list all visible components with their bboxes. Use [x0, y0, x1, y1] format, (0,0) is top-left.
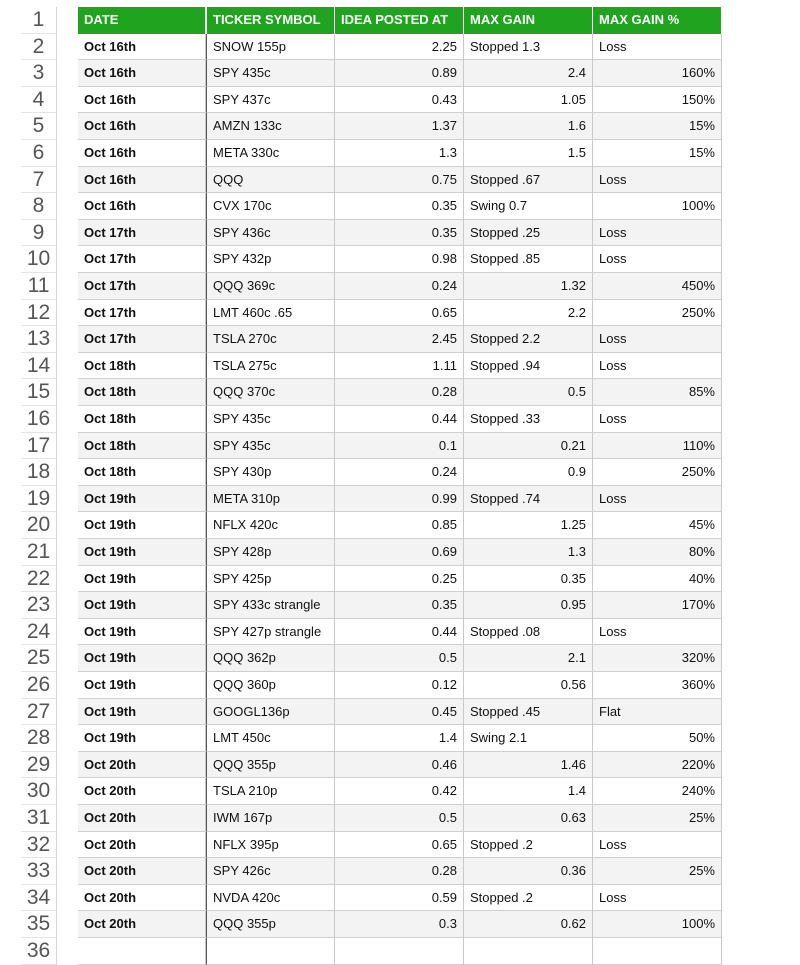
table-row: [0, 273, 800, 300]
cell-ticker[interactable]: AMZN 133c: [206, 113, 335, 140]
cell-max-gain[interactable]: 0.9: [464, 459, 593, 486]
cell-max-gain[interactable]: Stopped 2.2: [464, 326, 593, 353]
cell-date[interactable]: Oct 17th: [78, 273, 206, 300]
table-row: [0, 406, 800, 433]
cell-max-gain[interactable]: Swing 2.1: [464, 725, 593, 752]
header-idea-posted-at[interactable]: IDEA POSTED AT: [335, 7, 464, 34]
table-row: [0, 34, 800, 61]
cell-ticker[interactable]: QQQ 355p: [206, 752, 335, 779]
table-row: [0, 87, 800, 114]
cell-idea-posted-at[interactable]: 0.45: [335, 699, 464, 726]
cell-date[interactable]: Oct 16th: [78, 193, 206, 220]
cell-max-gain-pct[interactable]: 40%: [593, 566, 722, 593]
cell-max-gain[interactable]: Stopped .25: [464, 220, 593, 247]
row-number[interactable]: 12: [21, 300, 57, 327]
cell-idea-posted-at[interactable]: 0.5: [335, 805, 464, 832]
cell-idea-posted-at[interactable]: 0.12: [335, 672, 464, 699]
cell-ticker[interactable]: NFLX 420c: [206, 512, 335, 539]
cell-max-gain[interactable]: 0.5: [464, 379, 593, 406]
cell-date[interactable]: Oct 19th: [78, 699, 206, 726]
cell-max-gain-pct[interactable]: Loss: [593, 326, 722, 353]
row-number[interactable]: 16: [21, 406, 57, 433]
table-row: [0, 353, 800, 380]
cell-idea-posted-at[interactable]: [335, 938, 464, 965]
cell-date[interactable]: [78, 938, 206, 965]
cell-max-gain-pct[interactable]: 250%: [593, 459, 722, 486]
cell-date[interactable]: Oct 16th: [78, 87, 206, 114]
cell-ticker[interactable]: META 330c: [206, 140, 335, 167]
cell-max-gain[interactable]: Stopped .94: [464, 353, 593, 380]
cell-idea-posted-at[interactable]: 0.28: [335, 858, 464, 885]
cell-max-gain-pct[interactable]: Loss: [593, 34, 722, 61]
cell-max-gain[interactable]: Swing 0.7: [464, 193, 593, 220]
cell-idea-posted-at[interactable]: 0.24: [335, 273, 464, 300]
cell-max-gain-pct[interactable]: Loss: [593, 246, 722, 273]
cell-max-gain-pct[interactable]: [593, 938, 722, 965]
cell-idea-posted-at[interactable]: 0.44: [335, 619, 464, 646]
cell-idea-posted-at[interactable]: 1.3: [335, 140, 464, 167]
cell-max-gain-pct[interactable]: 250%: [593, 300, 722, 327]
cell-date[interactable]: Oct 18th: [78, 406, 206, 433]
row-number[interactable]: 9: [21, 220, 57, 247]
cell-date[interactable]: Oct 19th: [78, 592, 206, 619]
cell-date[interactable]: Oct 18th: [78, 379, 206, 406]
cell-date[interactable]: Oct 20th: [78, 858, 206, 885]
cell-ticker[interactable]: LMT 460c .65: [206, 300, 335, 327]
cell-idea-posted-at[interactable]: 1.37: [335, 113, 464, 140]
cell-date[interactable]: Oct 18th: [78, 353, 206, 380]
cell-max-gain[interactable]: Stopped 1.3: [464, 34, 593, 61]
cell-max-gain[interactable]: 1.32: [464, 273, 593, 300]
cell-max-gain[interactable]: 1.3: [464, 539, 593, 566]
cell-max-gain[interactable]: 2.2: [464, 300, 593, 327]
row-number[interactable]: 8: [21, 193, 57, 220]
cell-date[interactable]: Oct 20th: [78, 752, 206, 779]
header-max-gain[interactable]: MAX GAIN: [464, 7, 593, 34]
table-row: [0, 619, 800, 646]
row-number[interactable]: 18: [21, 459, 57, 486]
header-row: [0, 7, 800, 34]
cell-date[interactable]: Oct 19th: [78, 725, 206, 752]
row-number[interactable]: 1: [21, 7, 57, 34]
cell-idea-posted-at[interactable]: 2.25: [335, 34, 464, 61]
cell-ticker[interactable]: SPY 426c: [206, 858, 335, 885]
cell-idea-posted-at[interactable]: 0.35: [335, 193, 464, 220]
cell-max-gain[interactable]: 0.63: [464, 805, 593, 832]
cell-date[interactable]: Oct 20th: [78, 911, 206, 938]
cell-max-gain-pct[interactable]: 160%: [593, 60, 722, 87]
cell-date[interactable]: Oct 17th: [78, 246, 206, 273]
table-row: [0, 645, 800, 672]
cell-max-gain-pct[interactable]: 50%: [593, 725, 722, 752]
table-row: [0, 752, 800, 779]
cell-max-gain[interactable]: 0.21: [464, 433, 593, 460]
cell-idea-posted-at[interactable]: 1.11: [335, 353, 464, 380]
cell-ticker[interactable]: SPY 433c strangle: [206, 592, 335, 619]
cell-ticker[interactable]: SPY 428p: [206, 539, 335, 566]
row-number[interactable]: 35: [21, 911, 57, 938]
table-row: [0, 113, 800, 140]
cell-ticker[interactable]: TSLA 270c: [206, 326, 335, 353]
row-number[interactable]: 6: [21, 140, 57, 167]
table-row: [0, 246, 800, 273]
cell-max-gain[interactable]: 1.4: [464, 778, 593, 805]
cell-date[interactable]: Oct 19th: [78, 672, 206, 699]
cell-max-gain-pct[interactable]: Loss: [593, 220, 722, 247]
table-row: [0, 672, 800, 699]
cell-max-gain[interactable]: 0.95: [464, 592, 593, 619]
cell-ticker[interactable]: SPY 437c: [206, 87, 335, 114]
row-number[interactable]: 29: [21, 752, 57, 779]
row-number[interactable]: 7: [21, 167, 57, 194]
cell-date[interactable]: Oct 19th: [78, 512, 206, 539]
cell-idea-posted-at[interactable]: 0.69: [335, 539, 464, 566]
cell-ticker[interactable]: QQQ: [206, 167, 335, 194]
cell-max-gain-pct[interactable]: 320%: [593, 645, 722, 672]
cell-max-gain[interactable]: 1.5: [464, 140, 593, 167]
cell-idea-posted-at[interactable]: 0.28: [335, 379, 464, 406]
table-row: [0, 539, 800, 566]
cell-idea-posted-at[interactable]: 0.85: [335, 512, 464, 539]
row-number[interactable]: 31: [21, 805, 57, 832]
row-number[interactable]: 30: [21, 778, 57, 805]
cell-date[interactable]: Oct 17th: [78, 326, 206, 353]
cell-date[interactable]: Oct 16th: [78, 60, 206, 87]
cell-max-gain[interactable]: Stopped .08: [464, 619, 593, 646]
row-number[interactable]: 25: [21, 645, 57, 672]
cell-ticker[interactable]: QQQ 369c: [206, 273, 335, 300]
cell-max-gain-pct[interactable]: 85%: [593, 379, 722, 406]
cell-max-gain[interactable]: 0.35: [464, 566, 593, 593]
row-number[interactable]: 15: [21, 379, 57, 406]
cell-max-gain-pct[interactable]: 15%: [593, 140, 722, 167]
cell-date[interactable]: Oct 17th: [78, 220, 206, 247]
row-number[interactable]: 20: [21, 512, 57, 539]
cell-max-gain[interactable]: Stopped .85: [464, 246, 593, 273]
cell-ticker[interactable]: SPY 435c: [206, 60, 335, 87]
cell-idea-posted-at[interactable]: 0.43: [335, 87, 464, 114]
row-number[interactable]: 28: [21, 725, 57, 752]
row-number[interactable]: 5: [21, 113, 57, 140]
table-row: [0, 805, 800, 832]
cell-date[interactable]: Oct 16th: [78, 140, 206, 167]
cell-max-gain[interactable]: Stopped .67: [464, 167, 593, 194]
cell-max-gain-pct[interactable]: 100%: [593, 911, 722, 938]
row-number[interactable]: 27: [21, 699, 57, 726]
table-row: [0, 220, 800, 247]
cell-date[interactable]: Oct 19th: [78, 539, 206, 566]
cell-max-gain-pct[interactable]: 360%: [593, 672, 722, 699]
cell-date[interactable]: Oct 20th: [78, 885, 206, 912]
cell-date[interactable]: Oct 16th: [78, 167, 206, 194]
cell-max-gain[interactable]: 1.6: [464, 113, 593, 140]
table-row: [0, 60, 800, 87]
row-number[interactable]: 21: [21, 539, 57, 566]
cell-max-gain-pct[interactable]: 80%: [593, 539, 722, 566]
header-date[interactable]: DATE: [78, 7, 206, 34]
cell-max-gain-pct[interactable]: Loss: [593, 619, 722, 646]
cell-max-gain[interactable]: Stopped .45: [464, 699, 593, 726]
cell-max-gain-pct[interactable]: 25%: [593, 858, 722, 885]
row-number[interactable]: 34: [21, 885, 57, 912]
cell-max-gain[interactable]: [464, 938, 593, 965]
table-row: [0, 592, 800, 619]
header-ticker-symbol[interactable]: TICKER SYMBOL: [206, 7, 335, 34]
row-number[interactable]: 24: [21, 619, 57, 646]
cell-date[interactable]: Oct 20th: [78, 805, 206, 832]
cell-ticker[interactable]: META 310p: [206, 486, 335, 513]
cell-ticker[interactable]: QQQ 370c: [206, 379, 335, 406]
row-number[interactable]: 26: [21, 672, 57, 699]
cell-date[interactable]: Oct 20th: [78, 832, 206, 859]
cell-max-gain[interactable]: 2.4: [464, 60, 593, 87]
cell-date[interactable]: Oct 17th: [78, 300, 206, 327]
table-row: [0, 832, 800, 859]
cell-max-gain[interactable]: Stopped .74: [464, 486, 593, 513]
cell-max-gain-pct[interactable]: 170%: [593, 592, 722, 619]
cell-date[interactable]: Oct 18th: [78, 459, 206, 486]
cell-date[interactable]: Oct 20th: [78, 778, 206, 805]
cell-max-gain-pct[interactable]: Loss: [593, 832, 722, 859]
cell-max-gain-pct[interactable]: 110%: [593, 433, 722, 460]
row-number[interactable]: 22: [21, 566, 57, 593]
cell-idea-posted-at[interactable]: 0.1: [335, 433, 464, 460]
cell-ticker[interactable]: IWM 167p: [206, 805, 335, 832]
row-number[interactable]: 36: [21, 938, 57, 965]
cell-idea-posted-at[interactable]: 0.89: [335, 60, 464, 87]
cell-max-gain[interactable]: 0.36: [464, 858, 593, 885]
cell-ticker[interactable]: CVX 170c: [206, 193, 335, 220]
table-row: [0, 459, 800, 486]
cell-idea-posted-at[interactable]: 0.99: [335, 486, 464, 513]
cell-idea-posted-at[interactable]: 0.35: [335, 592, 464, 619]
cell-ticker[interactable]: QQQ 360p: [206, 672, 335, 699]
cell-max-gain[interactable]: 1.05: [464, 87, 593, 114]
row-number[interactable]: 33: [21, 858, 57, 885]
cell-idea-posted-at[interactable]: 0.65: [335, 300, 464, 327]
table-row: [0, 433, 800, 460]
cell-ticker[interactable]: SPY 425p: [206, 566, 335, 593]
cell-max-gain-pct[interactable]: 450%: [593, 273, 722, 300]
table-row: [0, 300, 800, 327]
cell-idea-posted-at[interactable]: 0.65: [335, 832, 464, 859]
cell-ticker[interactable]: SPY 436c: [206, 220, 335, 247]
cell-ticker[interactable]: SPY 435c: [206, 406, 335, 433]
table-row: [0, 566, 800, 593]
row-number[interactable]: 23: [21, 592, 57, 619]
cell-date[interactable]: Oct 19th: [78, 566, 206, 593]
cell-max-gain-pct[interactable]: Flat: [593, 699, 722, 726]
cell-max-gain-pct[interactable]: 220%: [593, 752, 722, 779]
cell-max-gain-pct[interactable]: 150%: [593, 87, 722, 114]
row-number[interactable]: 32: [21, 832, 57, 859]
cell-idea-posted-at[interactable]: 0.24: [335, 459, 464, 486]
cell-date[interactable]: Oct 19th: [78, 619, 206, 646]
cell-ticker[interactable]: SPY 430p: [206, 459, 335, 486]
row-number[interactable]: 10: [21, 246, 57, 273]
cell-date[interactable]: Oct 19th: [78, 486, 206, 513]
cell-max-gain[interactable]: 0.62: [464, 911, 593, 938]
table-row: [0, 167, 800, 194]
cell-idea-posted-at[interactable]: 0.3: [335, 911, 464, 938]
cell-idea-posted-at[interactable]: 1.4: [335, 725, 464, 752]
cell-ticker[interactable]: [206, 938, 335, 965]
row-number[interactable]: 17: [21, 433, 57, 460]
cell-idea-posted-at[interactable]: 0.35: [335, 220, 464, 247]
cell-max-gain[interactable]: Stopped .33: [464, 406, 593, 433]
cell-max-gain[interactable]: 1.46: [464, 752, 593, 779]
cell-idea-posted-at[interactable]: 0.75: [335, 167, 464, 194]
row-number[interactable]: 19: [21, 486, 57, 513]
cell-ticker[interactable]: QQQ 355p: [206, 911, 335, 938]
cell-ticker[interactable]: NVDA 420c: [206, 885, 335, 912]
cell-ticker[interactable]: GOOGL136p: [206, 699, 335, 726]
table-row: [0, 326, 800, 353]
cell-ticker[interactable]: TSLA 275c: [206, 353, 335, 380]
header-max-gain-pct[interactable]: MAX GAIN %: [593, 7, 722, 34]
cell-ticker[interactable]: LMT 450c: [206, 725, 335, 752]
cell-max-gain[interactable]: 1.25: [464, 512, 593, 539]
cell-idea-posted-at[interactable]: 0.59: [335, 885, 464, 912]
table-row: [0, 512, 800, 539]
table-row: [0, 778, 800, 805]
row-number[interactable]: 2: [21, 34, 57, 61]
cell-max-gain-pct[interactable]: Loss: [593, 167, 722, 194]
table-row: [0, 140, 800, 167]
cell-max-gain-pct[interactable]: 100%: [593, 193, 722, 220]
cell-date[interactable]: Oct 18th: [78, 433, 206, 460]
table-row: [0, 938, 800, 965]
cell-ticker[interactable]: QQQ 362p: [206, 645, 335, 672]
cell-ticker[interactable]: SPY 435c: [206, 433, 335, 460]
row-number[interactable]: 4: [21, 87, 57, 114]
table-row: [0, 725, 800, 752]
table-row: [0, 858, 800, 885]
table-row: [0, 193, 800, 220]
row-number[interactable]: 11: [21, 273, 57, 300]
cell-idea-posted-at[interactable]: 0.25: [335, 566, 464, 593]
table-row: [0, 486, 800, 513]
cell-max-gain-pct[interactable]: 45%: [593, 512, 722, 539]
cell-date[interactable]: Oct 16th: [78, 113, 206, 140]
cell-max-gain-pct[interactable]: Loss: [593, 353, 722, 380]
cell-idea-posted-at[interactable]: 0.46: [335, 752, 464, 779]
cell-idea-posted-at[interactable]: 0.42: [335, 778, 464, 805]
cell-max-gain[interactable]: Stopped .2: [464, 885, 593, 912]
table-row: [0, 699, 800, 726]
cell-idea-posted-at[interactable]: 2.45: [335, 326, 464, 353]
cell-max-gain-pct[interactable]: 240%: [593, 778, 722, 805]
row-number[interactable]: 14: [21, 353, 57, 380]
cell-idea-posted-at[interactable]: 0.44: [335, 406, 464, 433]
cell-date[interactable]: Oct 16th: [78, 34, 206, 61]
cell-ticker[interactable]: NFLX 395p: [206, 832, 335, 859]
cell-ticker[interactable]: SPY 432p: [206, 246, 335, 273]
cell-max-gain-pct[interactable]: Loss: [593, 486, 722, 513]
cell-max-gain-pct[interactable]: 25%: [593, 805, 722, 832]
cell-idea-posted-at[interactable]: 0.5: [335, 645, 464, 672]
table-row: [0, 911, 800, 938]
cell-date[interactable]: Oct 19th: [78, 645, 206, 672]
cell-max-gain[interactable]: Stopped .2: [464, 832, 593, 859]
table-row: [0, 379, 800, 406]
cell-ticker[interactable]: SPY 427p strangle: [206, 619, 335, 646]
cell-max-gain-pct[interactable]: Loss: [593, 885, 722, 912]
cell-max-gain[interactable]: 2.1: [464, 645, 593, 672]
cell-max-gain-pct[interactable]: Loss: [593, 406, 722, 433]
row-number[interactable]: 3: [21, 60, 57, 87]
table-row: [0, 885, 800, 912]
cell-ticker[interactable]: SNOW 155p: [206, 34, 335, 61]
cell-ticker[interactable]: TSLA 210p: [206, 778, 335, 805]
cell-idea-posted-at[interactable]: 0.98: [335, 246, 464, 273]
cell-max-gain-pct[interactable]: 15%: [593, 113, 722, 140]
row-number[interactable]: 13: [21, 326, 57, 353]
cell-max-gain[interactable]: 0.56: [464, 672, 593, 699]
